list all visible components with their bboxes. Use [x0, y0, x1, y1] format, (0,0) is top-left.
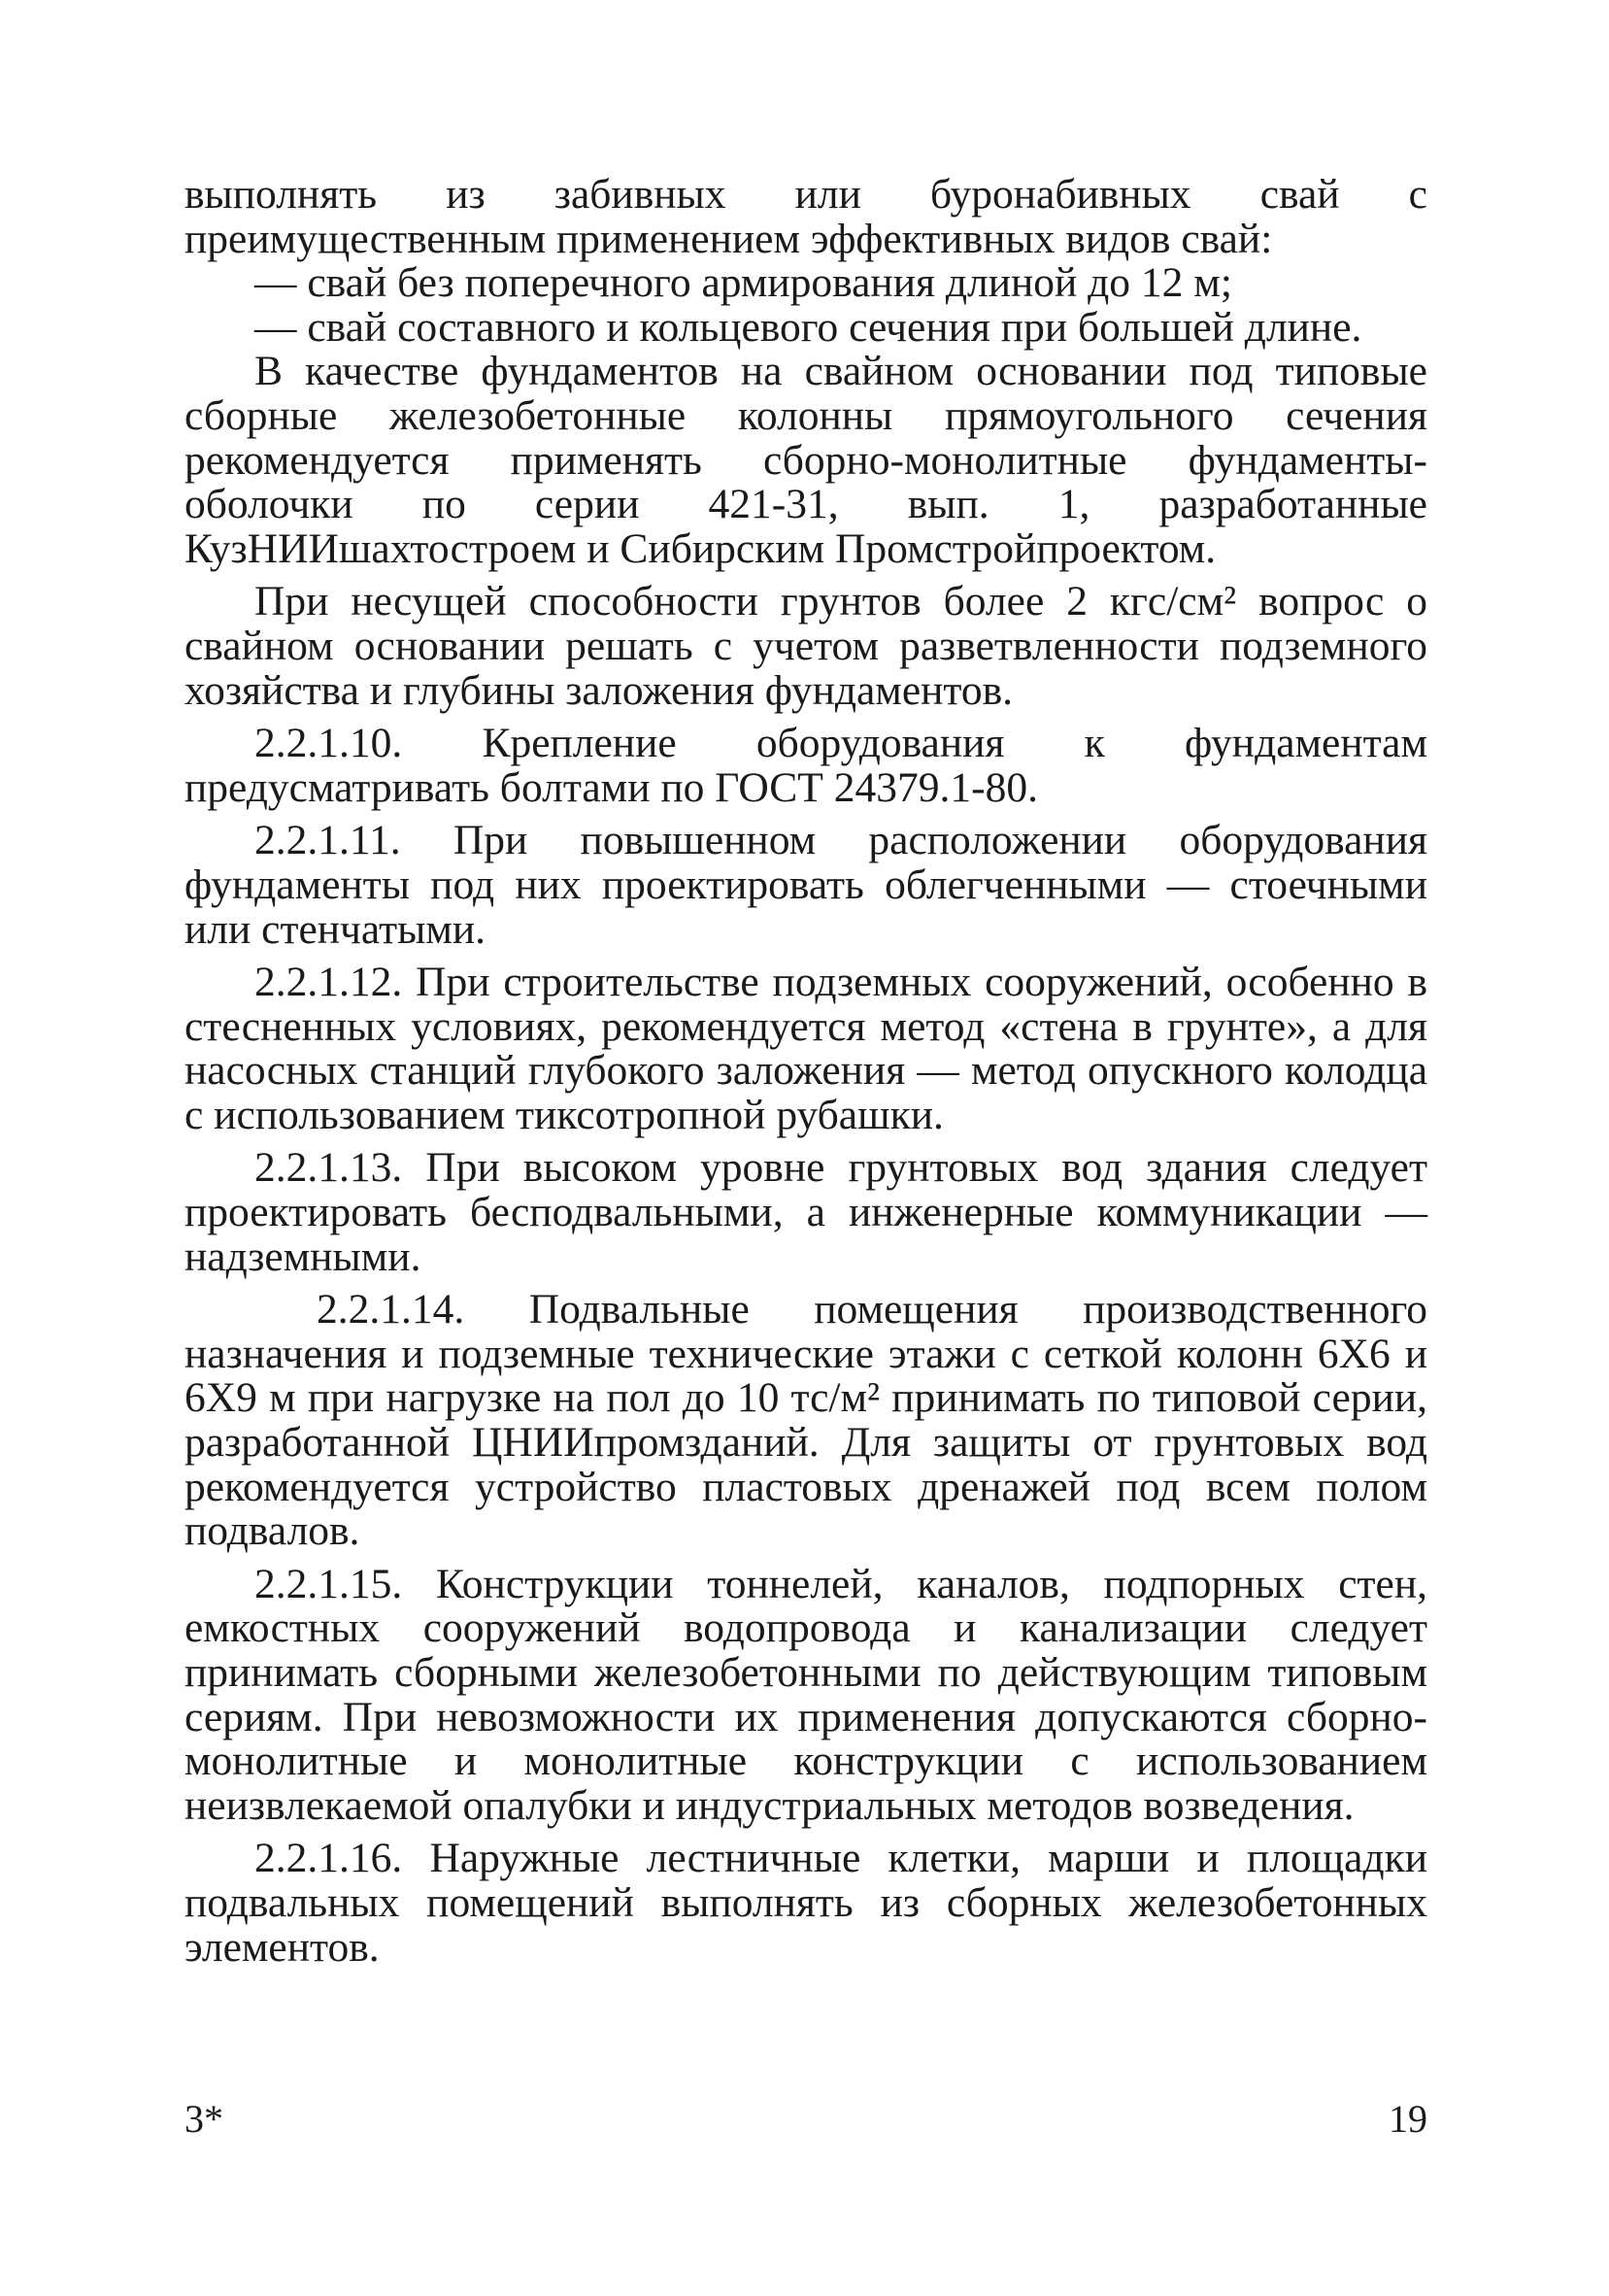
clause-2-2-1-16: 2.2.1.16. Наружные лестничные клетки, марши и площадки подвальных помещений выполнять из сборных железобетонных элементов. — [184, 1835, 1427, 1971]
paragraph-foundation-shells: В качестве фундаментов на свайном основании под типовые сборные железобетонные колонны прямоугольного сечения рекомендуется применять сборно-монолитные фундаменты-оболочки по серии 421-31, вып. 1, разработанные КузНИИшахтостроем и Сибирским Промстройпроектом. — [184, 348, 1427, 572]
list-item-piles-section: — свай составного и кольцевого сечения при большей длине. — [254, 303, 1362, 351]
paragraph-continuation: выполнять из забивных или буронабивных свай с преимущественным применением эффективных видов свай: — [184, 171, 1427, 262]
page-footer — [184, 2096, 1427, 2144]
clause-2-2-1-10: 2.2.1.10. Крепление оборудования к фундаментам предусматривать болтами по ГОСТ 24379.1-80. — [184, 720, 1427, 811]
clause-2-2-1-15: 2.2.1.15. Конструкции тоннелей, каналов, подпорных стен, емкостных сооружений водопровода и канализации следует принимать сборными железобетонными по действующим типовым сериям. При невозможности их применения допускаются сборно-монолитные и монолитные конструкции с использованием неизвлекаемой опалубки и индустриальных методов возведения. — [184, 1560, 1427, 1829]
clause-2-2-1-12: 2.2.1.12. При строительстве подземных сооружений, особенно в стесненных условиях, рекомендуется метод «стена в грунте», а для насосных станций глубокого заложения — метод опускного колодца с использованием тиксотропной рубашки. — [184, 959, 1427, 1138]
page-number: 19 — [1389, 2097, 1427, 2141]
clause-2-2-1-11: 2.2.1.11. При повышенном расположении оборудования фундаменты под них проектировать облегченными — стоечными или стенчатыми. — [184, 817, 1427, 953]
clause-2-2-1-14: 2.2.1.14. Подвальные помещения производственного назначения и подземные технические этажи с сеткой колонн 6Х6 и 6Х9 м при нагрузке на пол до 10 тс/м² принимать по типовой серии, разработанной ЦНИИпромзданий. Для защиты от грунтовых вод рекомендуется устройство пластовых дренажей под всем полом подвалов. — [184, 1286, 1427, 1555]
signature-mark: 3* — [184, 2097, 223, 2141]
document-body — [184, 173, 1427, 1978]
clause-2-2-1-13: 2.2.1.13. При высоком уровне грунтовых вод здания следует проектировать бесподвальными, а инженерные коммуникации — надземными. — [184, 1144, 1427, 1280]
paragraph-soil-capacity: При несущей способности грунтов более 2 кгс/см² вопрос о свайном основании решать с учетом разветвленности подземного хозяйства и глубины заложения фундаментов. — [184, 578, 1427, 714]
list-item-piles-length: — свай без поперечного армирования длиной до 12 м; — [254, 259, 1232, 307]
